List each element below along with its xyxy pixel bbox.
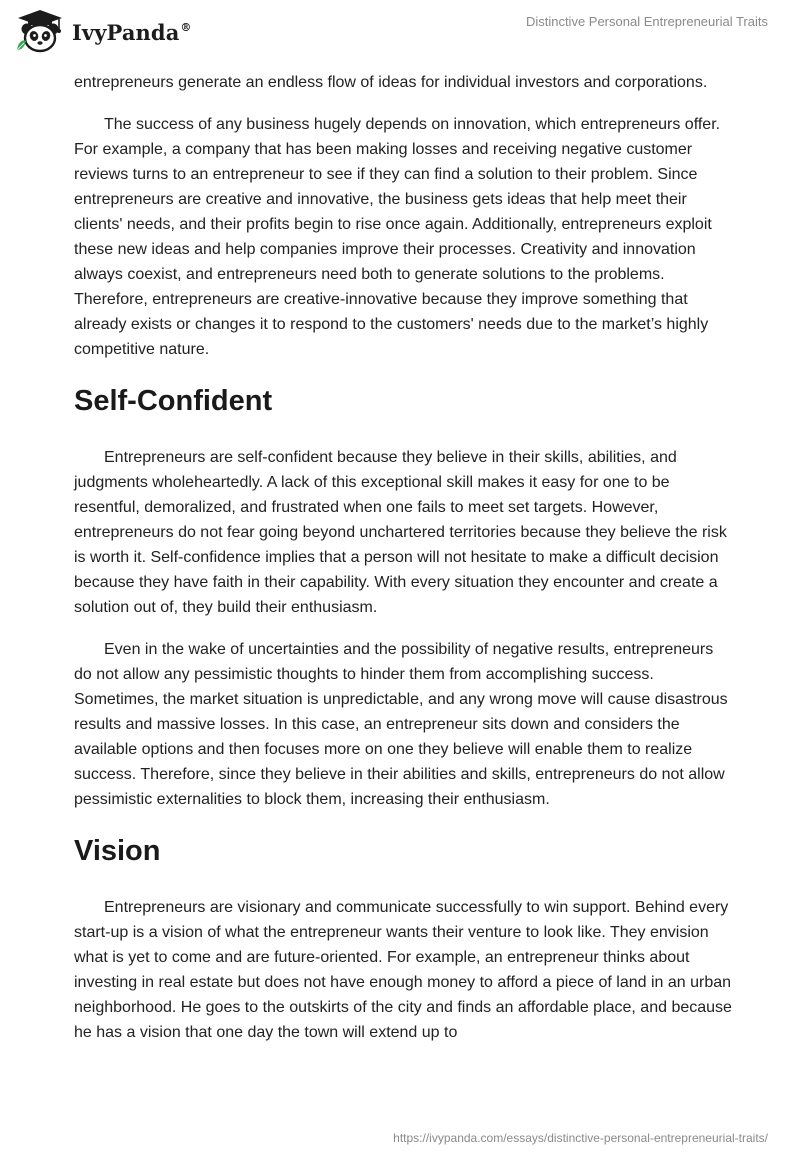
logo-wordmark: IvyPanda®: [72, 19, 192, 45]
paragraph-innovation: The success of any business hugely depends on innovation, which entrepreneurs offer. For example, a company that has been making losses and receiving negative customer reviews turns to an entrepreneur to see if they can find a solution to their problem. Since entrepreneurs are creative and innovative, the business gets ideas that help meet their clients' needs, and their profits begin to rise once again. Additionally, entrepreneurs exploit these new ideas and help companies improve their processes. Creativity and innovation always coexist, and entrepreneurs need both to generate solutions to the problems. Therefore, entrepreneurs are creative-innovative because they improve something that already exists or changes it to respond to the customers' needs due to the market’s highly competitive nature.: [74, 116, 721, 358]
paragraph-vision-1: Entrepreneurs are visionary and communicate successfully to win support. Behind every start-up is a vision of what the entrepreneur wants their venture to look like. They envision what is yet to come and are future-oriented. For example, an entrepreneur thinks about investing in real estate but does not have enough money to afford a piece of land in an urban neighborhood. He goes to the outskirts of the city and finds an affordable place, and because he has a vision that one day the town will extend up to: [74, 899, 732, 1041]
paragraph-self-confident-1: Entrepreneurs are self-confident because they believe in their skills, abilities, and judgments wholeheartedly. A lack of this exceptional skill makes it easy for one to be resentful, demoralized, and frustrated when one fails to meet set targets. However, entrepreneurs do not fear going beyond unchartered territories because they believe the risk is worth it. Self-confidence implies that a person will not hesitate to make a difficult decision because they have faith in their capability. With every situation they encounter and create a solution out of, they build their enthusiasm.: [74, 449, 727, 616]
heading-vision: Vision: [74, 835, 161, 867]
paragraph-self-confident-2: Even in the wake of uncertainties and the possibility of negative results, entrepreneurs do not allow any pessimistic thoughts to hinder them from accomplishing success. Sometimes, the market situation is unpredictable, and any wrong move will cause disastrous results and massive losses. In this case, an entrepreneur sits down and considers the available options and then focuses more on one they believe will enable them to realize success. Therefore, since they believe in their abilities and skills, entrepreneurs do not allow pessimistic externalities to block them, increasing their enthusiasm.: [74, 641, 728, 808]
panda-graduate-icon: [14, 8, 66, 54]
page-header: [0, 0, 800, 66]
paragraph-intro-continuation: entrepreneurs generate an endless flow of ideas for individual investors and corporations.: [74, 74, 708, 91]
registered-mark: ®: [180, 20, 192, 34]
heading-self-confident: Self-Confident: [74, 385, 273, 417]
source-url[interactable]: https://ivypanda.com/essays/distinctive-personal-entrepreneurial-traits/: [393, 1131, 768, 1145]
essay-body: [74, 70, 734, 1062]
ivypanda-logo[interactable]: [14, 8, 192, 54]
document-title: Distinctive Personal Entrepreneurial Traits: [525, 14, 768, 29]
